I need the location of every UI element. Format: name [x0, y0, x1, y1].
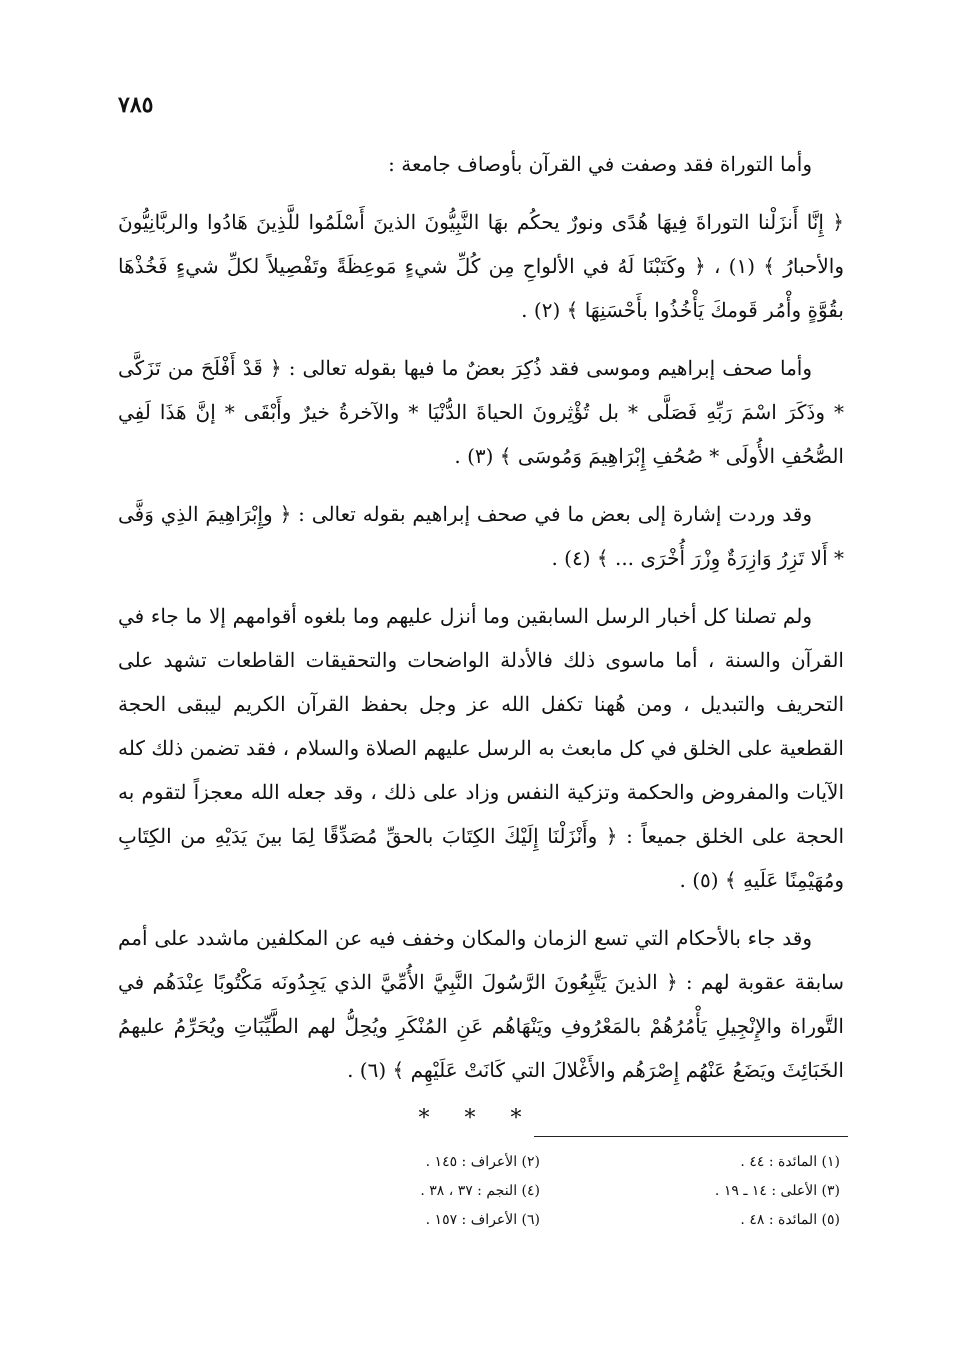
page-number: ٧٨٥: [118, 92, 154, 118]
footnotes: [300, 1148, 840, 1235]
footnote-4: (٤) النجم : ٣٧ ، ٣٨ .: [420, 1183, 540, 1199]
page-body: [118, 142, 844, 1106]
footnote-5: (٥) المائدة : ٤٨ .: [740, 1212, 840, 1228]
intro-paragraph: وأما التوراة فقد وصفت في القرآن بأوصاف جامعة :: [388, 152, 812, 176]
torah-verse-paragraph: ﴿ إِنَّا أَنزَلْنا التوراةَ فِيهَا هُدًى ونورٌ يحكُم بهَا النَّبِيُّونَ الذينَ أَسْلَمُوا للَّذِينَ هَادُوا والربَّانِيُّونَ والأحبارُ ﴾ (١) ، ﴿ وكَتَبْنَا لَهُ في الألواحِ مِن كُلِّ شيءٍ مَوعِظَةً وتَفْصِيلاً لكلِّ شيءٍ فَخُذْهَا بقُوَّةٍ وأْمُر قَومكَ يَأْخُذُوا بأَحْسَنِهَا ﴾ (٢) .: [118, 210, 844, 322]
footnote-1: (١) المائدة : ٤٤ .: [740, 1154, 840, 1170]
messengers-paragraph: ولم تصلنا كل أخبار الرسل السابقين وما أنزل عليهم وما بلغوه أقوامهم إلا ما جاء في القرآن والسنة ، أما ماسوى ذلك فالأدلة الواضحات والتحقيقات القاطعات تشهد على التحريف والتبديل ، ومن هُهنا تكفل الله عز وجل بحفظ القرآن الكريم ليبقى الحجة القطعية على الخلق في كل مابعث به الرسل عليهم الصلاة والسلام ، فقد تضمن ذلك كله الآيات والمفروض والحكمة وتزكية النفس وزاد على ذلك ، وقد جعله الله معجزاً لتقوم به الحجة على الخلق جميعاً : ﴿ وأَنْزَلْنَا إِلَيْكَ الكِتَابَ بالحقِّ مُصَدِّقًا لِمَا بينَ يَدَيْهِ من الكِتَابِ ومُهَيْمِنًا عَلَيهِ ﴾ (٥) .: [118, 604, 844, 892]
ibrahim-paragraph: وقد وردت إشارة إلى بعض ما في صحف إبراهيم بقوله تعالى : ﴿ وإِبْرَاهِيمَ الذِي وَفَّى * أَلا تَزِرُ وَازِرَةٌ وِزْرَ أُخْرَى ... ﴾ (٤) .: [118, 502, 844, 570]
scrolls-paragraph: وأما صحف إبراهيم وموسى فقد ذُكِرَ بعضٌ ما فيها بقوله تعالى : ﴿ قَدْ أَفْلَحَ من تَزَكَّى * وذَكَرَ اسْمَ رَبِّهِ فَصَلَّى * بل تُؤْثِرونَ الحياةَ الدُّنْيَا * والآخرةُ خيرٌ وأَبْقَى * إنَّ هَذَا لَفِي الصُّحُفِ الأُولَى * صُحُفِ إِبْرَاهِيمَ وَمُوسَى ﴾ (٣) .: [118, 356, 844, 468]
rulings-paragraph: وقد جاء بالأحكام التي تسع الزمان والمكان وخفف فيه عن المكلفين ماشدد على أمم سابقة عقوبة لهم : ﴿ الذينَ يَتَّبِعُونَ الرَّسُولَ النَّبِيَّ الأُمِّيَّ الذي يَجِدُونَه مَكْتُوبًا عِنْدَهُم في التَّوراة والإِنْجِيلِ يَأْمُرُهُمْ بالمَعْرُوفِ ويَنْهَاهُم عَنِ المُنْكَرِ ويُحِلُّ لهم الطَّيِّبَاتِ ويُحَرِّمُ عليهمُ الخَبَائِثَ ويَضَعُ عَنْهُم إِصْرَهُم والأَغْلالَ التي كَانَتْ عَلَيْهِم ﴾ (٦) .: [118, 926, 844, 1082]
footnote-6: (٦) الأعراف : ١٥٧ .: [425, 1212, 540, 1228]
footnote-2: (٢) الأعراف : ١٤٥ .: [425, 1154, 540, 1170]
footnote-3: (٣) الأعلى : ١٤ ـ ١٩ .: [714, 1183, 840, 1199]
footnote-divider: [534, 1136, 848, 1137]
section-separator: * * *: [418, 1106, 536, 1131]
